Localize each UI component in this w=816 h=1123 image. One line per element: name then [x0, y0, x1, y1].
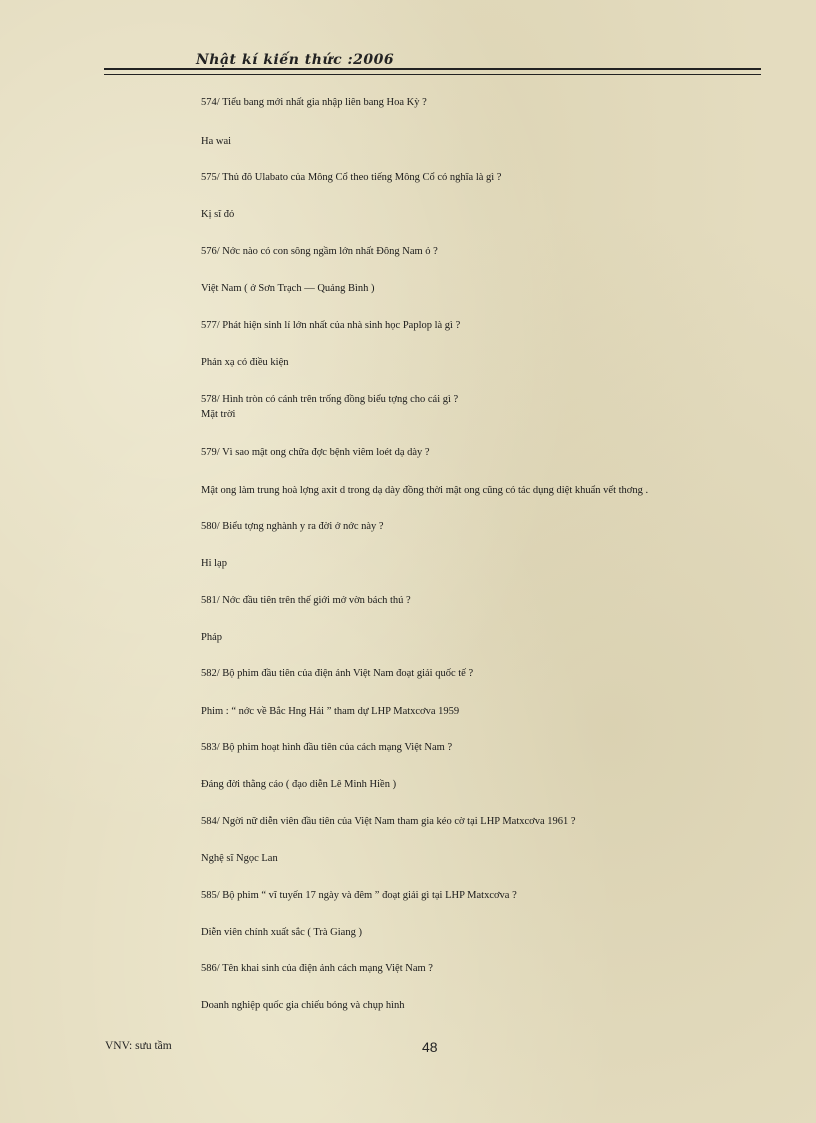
- question-581: 581/ Nớc đầu tiên trên thế giới mở vờn bách thú ?: [201, 595, 411, 606]
- answer-584: Nghệ sĩ Ngọc Lan: [201, 853, 278, 864]
- question-577: 577/ Phát hiện sinh lí lớn nhất của nhà sinh học Paplop là gì ?: [201, 320, 461, 331]
- header-title: Nhật kí kiến thức :2006: [196, 52, 395, 68]
- answer-586: Doanh nghiệp quốc gia chiếu bóng và chụp hình: [201, 1000, 405, 1011]
- answer-575: Kị sĩ đỏ: [201, 209, 235, 220]
- question-582: 582/ Bộ phim đầu tiên của điện ảnh Việt Nam đoạt giải quốc tế ?: [201, 668, 474, 679]
- answer-583: Đáng đời thằng cáo ( đạo diễn Lê Minh Hiền ): [201, 779, 397, 790]
- answer-574: Ha wai: [201, 136, 232, 147]
- question-586: 586/ Tên khai sinh của điện ảnh cách mạng Việt Nam ?: [201, 963, 433, 974]
- page-number: 48: [422, 1039, 438, 1055]
- question-576: 576/ Nớc nào có con sông ngầm lớn nhất Đông Nam ỏ ?: [201, 246, 438, 257]
- question-585: 585/ Bộ phim “ vĩ tuyến 17 ngày và đêm ” đoạt giải gì tại LHP Matxcơva ?: [201, 890, 517, 901]
- question-579: 579/ Vì sao mật ong chữa đợc bệnh viêm loét dạ dày ?: [201, 447, 430, 458]
- answer-579: Mật ong làm trung hoà lợng axit d trong dạ dày đồng thời mật ong cũng có tác dụng diệt khuẩn vết thơng .: [201, 485, 649, 496]
- question-580: 580/ Biểu tợng nghành y ra đời ở nớc này ?: [201, 521, 384, 532]
- answer-578: Mặt trời: [201, 409, 236, 420]
- question-574: 574/ Tiểu bang mới nhất gia nhập liên bang Hoa Kỳ ?: [201, 97, 427, 108]
- footer-source: VNV: sưu tầm: [105, 1040, 172, 1052]
- question-583: 583/ Bộ phim hoạt hình đầu tiên của cách mạng Việt Nam ?: [201, 742, 453, 753]
- answer-580: Hi lạp: [201, 558, 227, 569]
- question-575: 575/ Thủ đô Ulabato của Mông Cổ theo tiếng Mông Cổ có nghĩa là gì ?: [201, 172, 502, 183]
- question-584: 584/ Ngời nữ diễn viên đầu tiên của Việt Nam tham gia kéo cờ tại LHP Matxcơva 1961 ?: [201, 816, 576, 827]
- answer-577: Phản xạ có điều kiện: [201, 357, 289, 368]
- answer-585: Diễn viên chính xuất sắc ( Trà Giang ): [201, 927, 362, 938]
- answer-582: Phim : “ nớc về Bắc Hng Hải ” tham dự LHP Matxcơva 1959: [201, 706, 460, 717]
- header-rule: [104, 68, 761, 75]
- question-578: 578/ Hình tròn có cánh trên trống đồng biểu tợng cho cái gì ?: [201, 394, 459, 405]
- answer-576: Việt Nam ( ở Sơn Trạch — Quảng Bình ): [201, 283, 375, 294]
- answer-581: Pháp: [201, 632, 222, 643]
